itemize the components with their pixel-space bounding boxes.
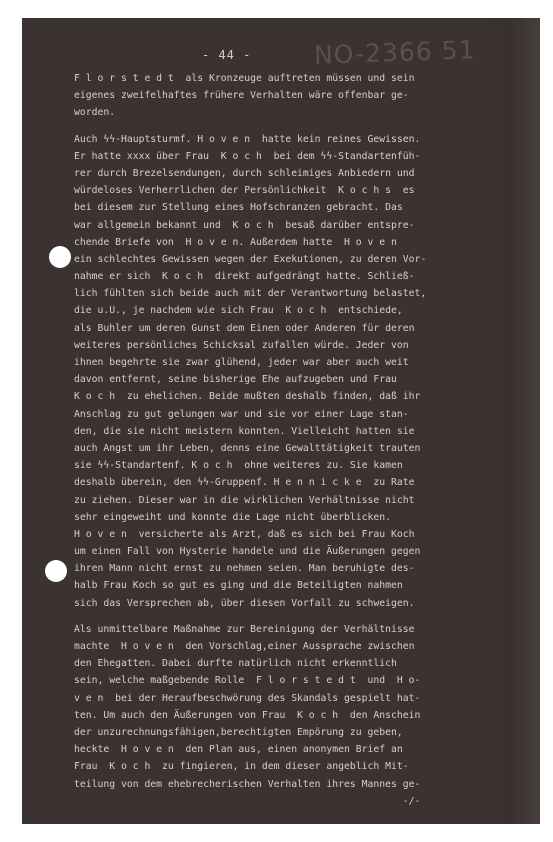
text-line: worden. [74,107,116,119]
text-line: ein schlechtes Gewissen wegen der Exekutionen, zu deren Vor- [74,253,427,265]
text-line: der unzurechnungsfähigen,berechtigten Empörung zu geben, [74,726,403,738]
text-line: ihnen begehrte sie zwar glühend, jeder war aber auch weit [74,357,409,368]
text-line: Frau K o c h zu fingieren, in dem dieser angeblich Mit- [74,761,409,773]
text-line: deshalb überein, den ϟϟ-Gruppenf. H e n n i c k e zu Rate [74,477,415,489]
text-line: teilung von dem ehebrecherischen Verhalten ihres Mannes ge- [74,778,421,790]
text-line: würdeloses Verherrlichen der Persönlichkeit K o c h s es [74,185,415,197]
text-line: Anschlag zu gut gelungen war und sie vor einer Lage stan- [74,408,409,420]
text-line: F l o r s t e d t als Kronzeuge auftreten müssen und sein [74,73,415,84]
archive-stamp: NO-2366 51 [313,35,476,70]
text-line: K o c h zu ehelichen. Beide mußten deshalb finden, daß ihr [74,391,421,403]
typed-body-text [74,70,524,819]
paragraph [74,131,524,612]
text-line: halb Frau Koch so gut es ging und die Beteiligten nahmen [74,580,403,592]
paragraph [74,70,524,122]
text-line: Als unmittelbare Maßnahme zur Bereinigung der Verhältnisse [74,623,415,635]
text-line: sich das Versprechen ab, über diesen Vorfall zu schweigen. [74,597,415,609]
text-line: sie ϟϟ-Standartenf. K o c h ohne weiteres zu. Sie kamen [74,460,403,472]
text-line: bei diesem zur Stellung eines Hofschranzen gebracht. Das [74,202,403,214]
text-line: auch Angst um ihr Leben, denns eine Gewalttätigkeit trauten [74,442,421,454]
text-line: machte H o v e n den Vorschlag,einer Aussprache zwischen [74,641,415,652]
text-line: heckte H o v e n den Plan aus, einen anonymen Brief an [74,744,403,756]
text-line: ten. Um auch den Äußerungen von Frau K o c h den Anschein [74,709,421,721]
punch-hole-upper [49,246,71,268]
text-line: -/- [74,795,421,807]
paragraph [74,621,524,810]
text-line: rer durch Brezelsendungen, durch schleimiges Anbiedern und [74,167,415,179]
text-line: als Buhler um deren Gunst dem Einen oder Anderen für deren [74,322,415,334]
text-line: war allgemein bekannt und K o c h besaß darüber entspre- [74,219,415,231]
text-line: Er hatte xxxx über Frau K o c h bei dem ϟϟ-Standartenfüh- [74,150,421,162]
text-line: Auch ϟϟ-Hauptsturmf. H o v e n hatte kein reines Gewissen. [74,133,421,145]
text-line: eigenes zweifelhaftes frühere Verhalten wäre offenbar ge- [74,90,409,102]
text-line: den Ehegatten. Dabei durfte natürlich nicht erkenntlich [74,658,397,670]
text-line: nahme er sich K o c h direkt aufgedrängt hatte. Schließ- [74,271,415,283]
text-line: den, die sie nicht meistern konnten. Vielleicht hatten sie [74,425,415,437]
text-line: lich fühlten sich beide auch mit der Verantwortung belastet, [74,288,427,300]
text-line: ihren Mann nicht ernst zu nehmen seien. Man beruhigte des- [74,563,415,575]
text-line: die u.U., je nachdem wie sich Frau K o c h entschiede, [74,305,403,317]
text-line: zu ziehen. Dieser war in die wirklichen Verhältnisse nicht [74,494,415,506]
document-page [22,18,540,824]
text-line: sehr eingeweiht und konnte die Lage nicht überblicken. [74,511,391,523]
text-line: um einen Fall von Hysterie handele und die Äußerungen gegen [74,546,421,558]
text-line: chende Briefe von H o v e n. Außerdem hatte H o v e n [74,236,397,248]
text-line: H o v e n versicherte als Arzt, daß es sich bei Frau Koch [74,528,415,540]
punch-hole-lower [45,560,67,582]
text-line: weiteres persönliches Schicksal zufallen würde. Jeder von [74,339,409,351]
text-line: sein, welche maßgebende Rolle F l o r s t e d t und H o- [74,675,421,687]
text-line: davon entfernt, seine bisherige Ehe aufzugeben und Frau [74,374,397,386]
page-number: - 44 - [202,48,252,62]
text-line: v e n bei der Heraufbeschwörung des Skandals gespielt hat- [74,692,421,704]
